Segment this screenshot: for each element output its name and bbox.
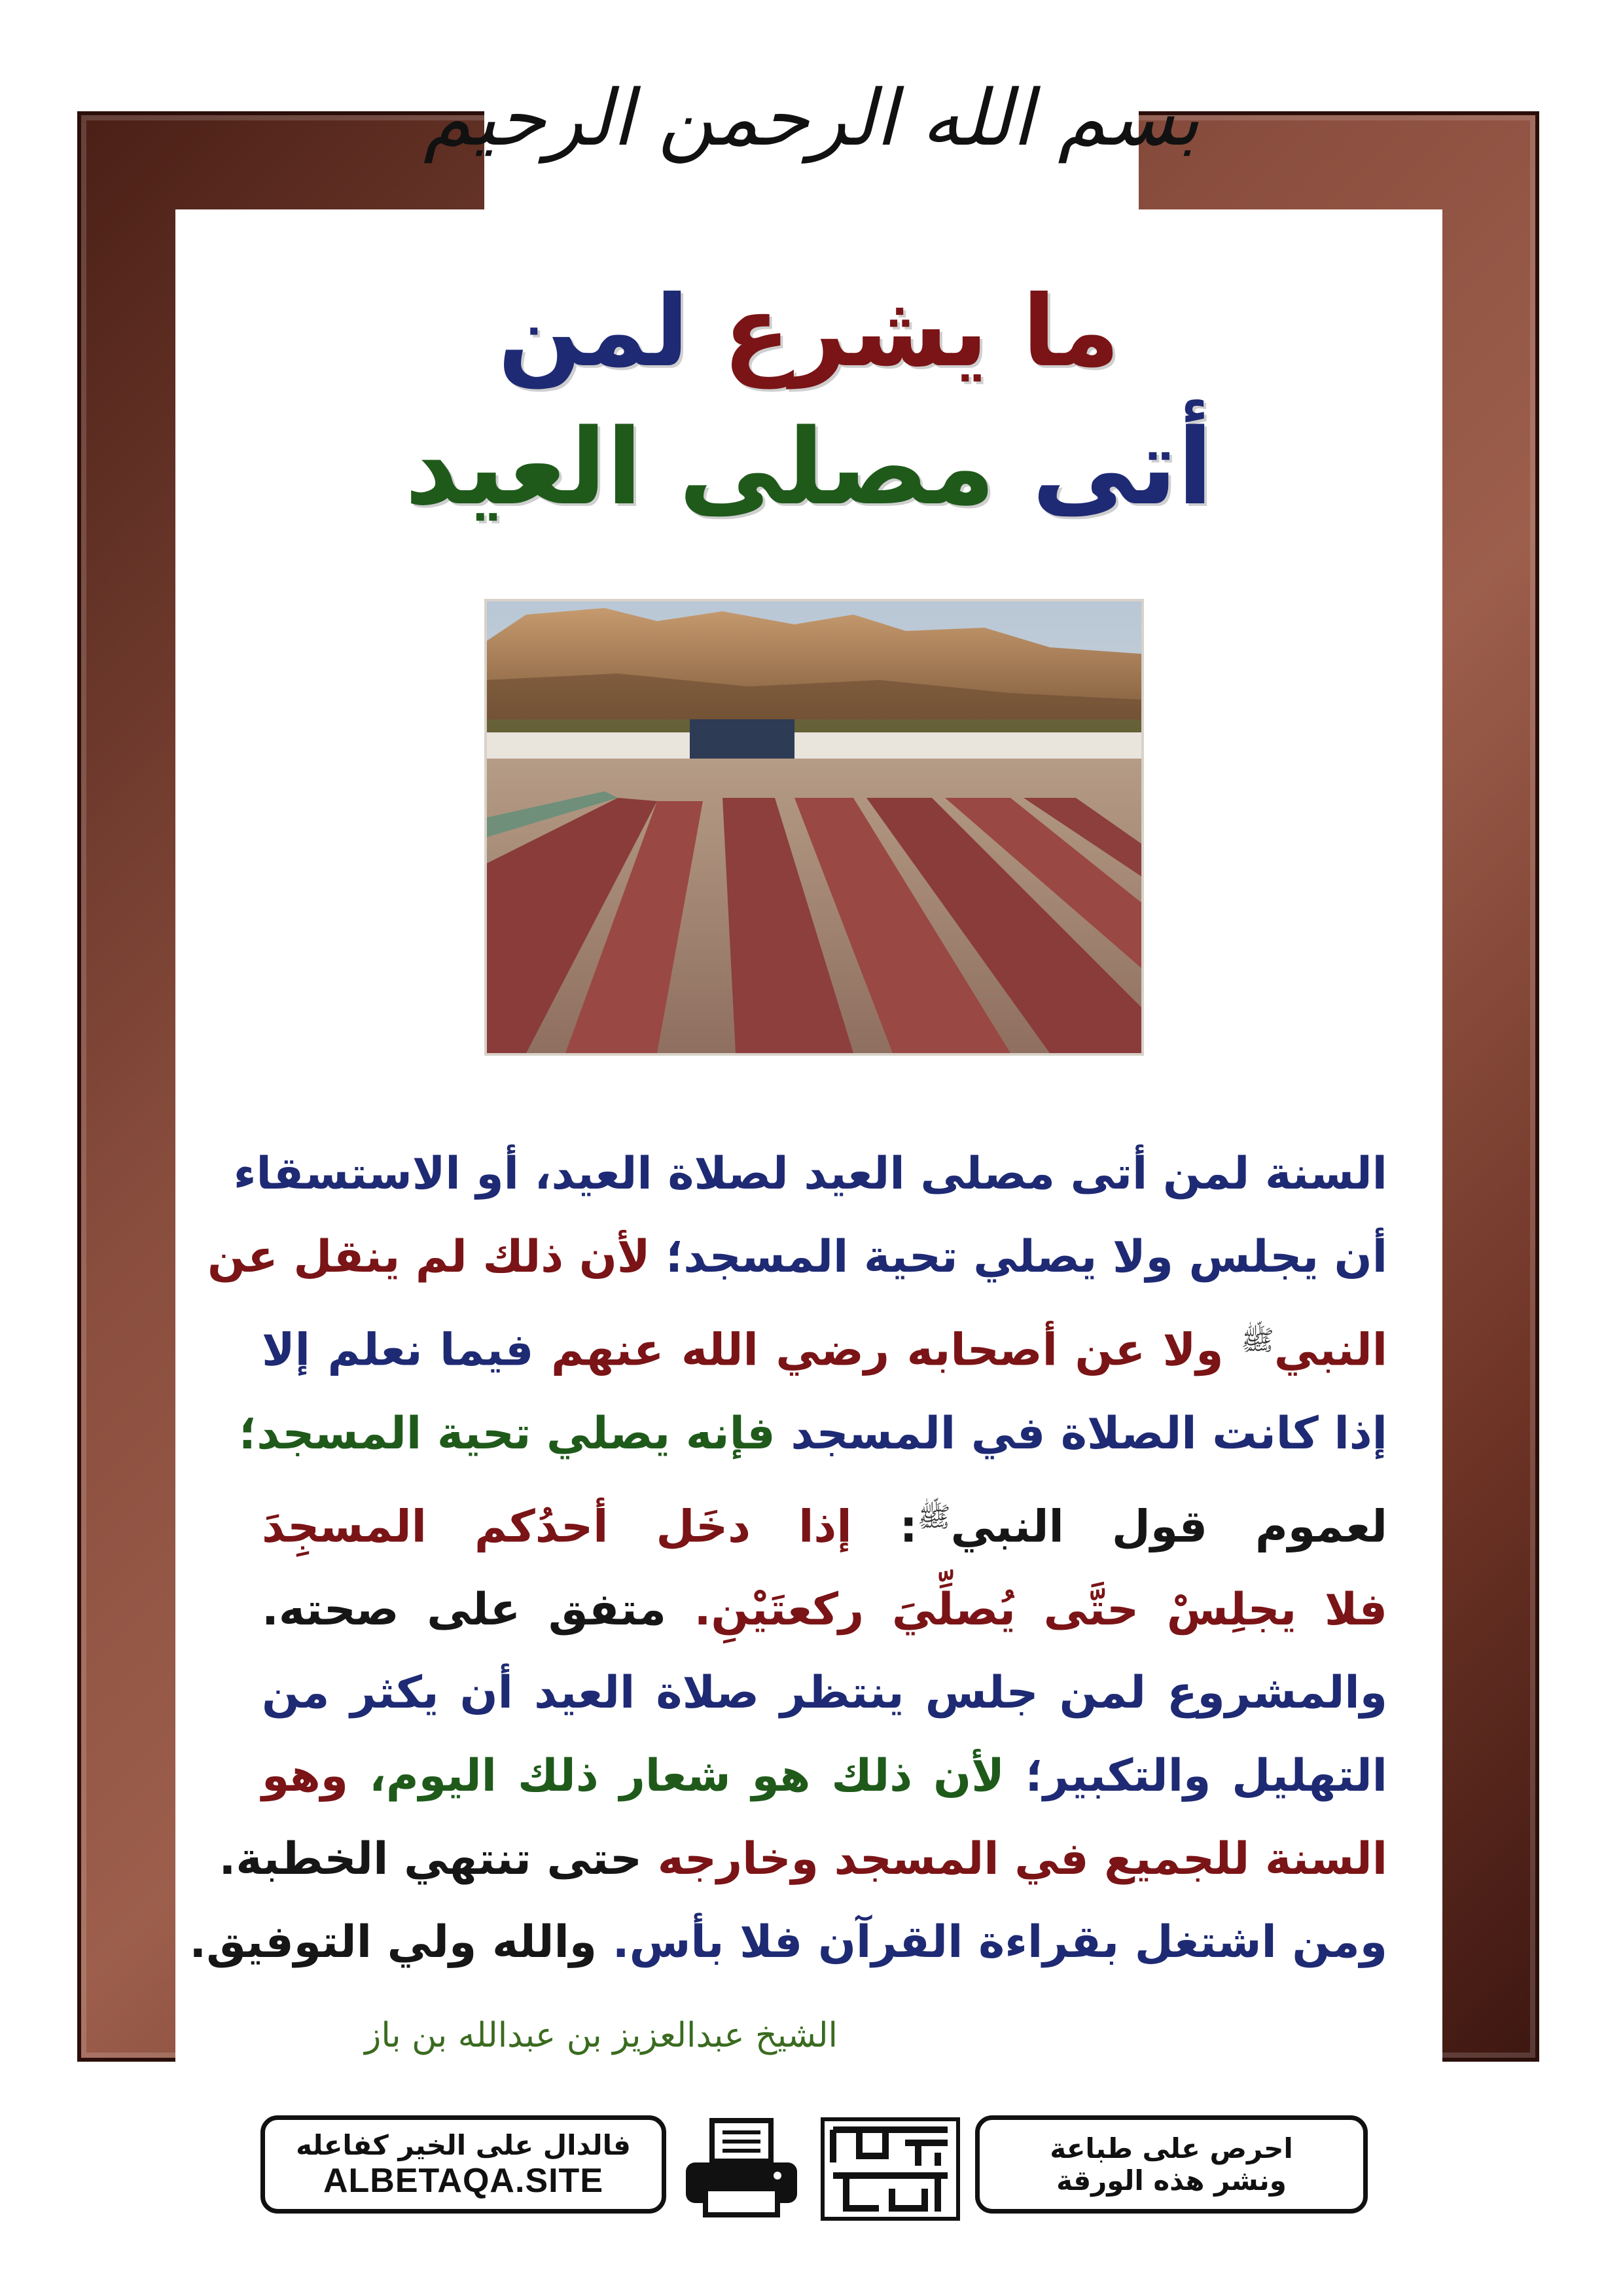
body-segment: ولا عن أصحابه رضي الله عنهم (533, 1324, 1241, 1376)
body-line (262, 1568, 1387, 1651)
body-segment: : (851, 1501, 918, 1553)
body-segment: النبي (1274, 1324, 1387, 1376)
printer-icon (679, 2115, 804, 2220)
title-word: يشرع (722, 275, 988, 389)
basmala-calligraphy: بسم الله الرحمن الرحيم (423, 73, 1200, 163)
body-line (207, 1215, 1387, 1299)
body-segment: فإنه يصلي تحية المسجد؛ (239, 1407, 776, 1460)
salawat-glyph: ﷺ (917, 1500, 951, 1533)
eid-prayer-ground-photo (484, 599, 1144, 1056)
footer-proverb: فالدال على الخير كفاعله (296, 2128, 631, 2161)
body-segment: أن يجلس ولا يصلي تحية المسجد؛ (650, 1231, 1387, 1283)
body-line (233, 1132, 1387, 1215)
body-segment: فيما نعلم إلا (262, 1324, 534, 1376)
body-segment: لأن ذلك هو شعار ذلك اليوم، (348, 1750, 1005, 1803)
website-link[interactable]: ALBETAQA.SITE (323, 2161, 604, 2200)
body-line (239, 1392, 1387, 1475)
body-line (219, 1818, 1387, 1901)
body-line (262, 1651, 1387, 1734)
print-share-box (975, 2115, 1368, 2214)
body-segment: السنة للجميع في المسجد وخارجه (642, 1833, 1387, 1886)
title-word: مصلى (679, 406, 996, 528)
body-segment: والله ولي التوفيق. (189, 1916, 597, 1969)
body-line (189, 1901, 1387, 1984)
body-line (262, 1299, 1387, 1392)
body-line (262, 1734, 1387, 1818)
print-share-line-1: احرص على طباعة (1050, 2132, 1293, 2164)
website-box[interactable] (260, 2115, 666, 2214)
footer-bar (260, 2115, 1368, 2225)
title-word: أتى (1031, 406, 1213, 528)
basmala-header (423, 20, 1200, 216)
body-line (262, 1475, 1387, 1569)
body-segment: حتى تنتهي الخطبة. (219, 1833, 643, 1886)
body-segment: متفق على صحته. (262, 1584, 666, 1636)
print-share-line-2: ونشر هذه الورقة (1056, 2164, 1287, 2197)
dawa-warqa-logo (820, 2117, 961, 2221)
body-segment: وهو (262, 1750, 349, 1803)
body-segment: والمشروع لمن جلس ينتظر صلاة العيد أن يكثر من (262, 1667, 1387, 1719)
page-title-line-1 (175, 275, 1442, 389)
hadith-text: إذا دخَل أحدُكم المسجِدَ (262, 1501, 852, 1553)
author-attribution: الشيخ عبدالعزيز بن عبدالله بن باز (365, 2016, 838, 2055)
hadith-text: فلا يجلِسْ حتَّى يُصلِّيَ ركعتَيْنِ. (666, 1584, 1387, 1636)
body-segment: لأن ذلك لم ينقل عن (207, 1231, 651, 1283)
body-segment: السنة لمن أتى مصلى العيد لصلاة العيد، أو الاستسقاء (233, 1148, 1387, 1200)
body-segment: إذا كانت الصلاة في المسجد (775, 1407, 1387, 1460)
salawat-glyph: ﷺ (1241, 1324, 1274, 1356)
body-segment: التهليل والتكبير؛ (1004, 1750, 1387, 1803)
title-word: العيد (404, 406, 643, 528)
title-word: ما (1022, 275, 1120, 389)
title-word: لمن (497, 275, 689, 389)
page-title-line-2 (175, 406, 1442, 528)
article-body (189, 1132, 1388, 1984)
body-segment: ومن اشتغل بقراءة القرآن فلا بأس. (597, 1916, 1387, 1969)
body-segment: لعموم قول النبي (950, 1501, 1388, 1553)
